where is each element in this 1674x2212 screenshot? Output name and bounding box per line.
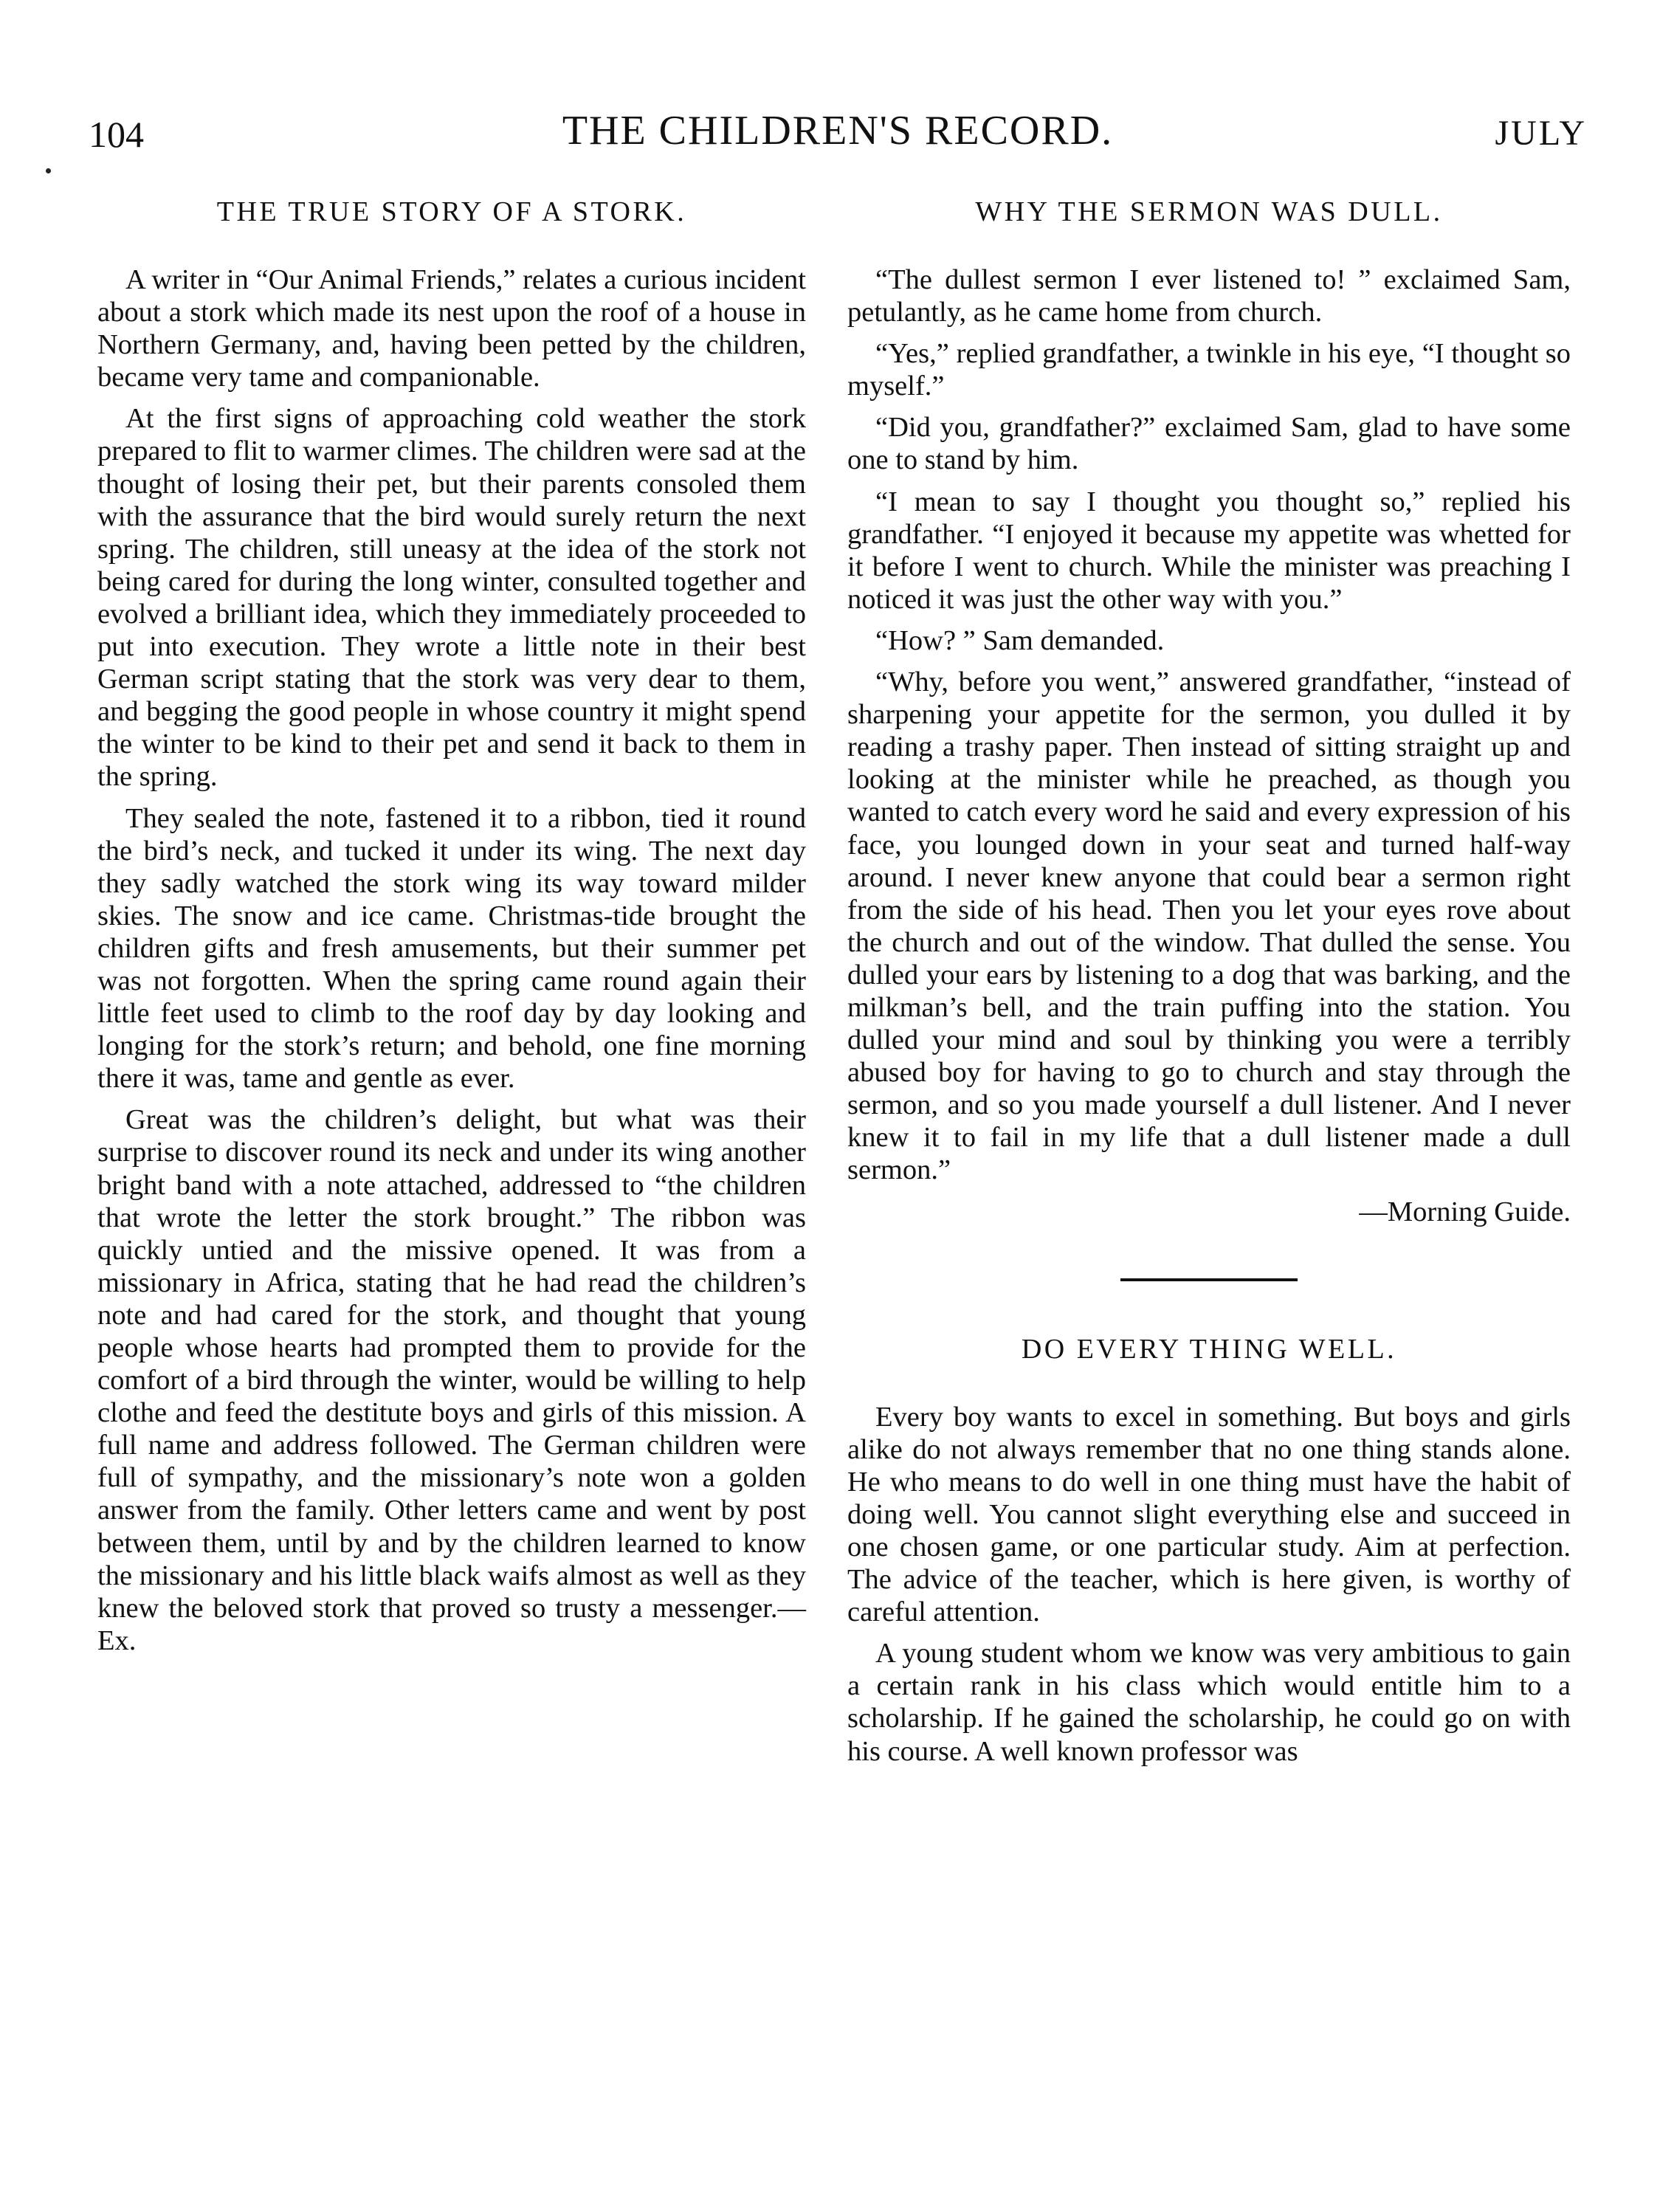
right-column <box>847 196 1571 1777</box>
stork-paragraph: Great was the children’s delight, but what was their surprise to discover round its neck and under its wing another bright band with a note attached, addressed to “the children that wrote the letter the stork brought.” The ribbon was quickly untied and the missive opened. It was from a missionary in Africa, stating that he had read the children’s note and had cared for the stork, and thought that young people whose hearts had prompted them to provide for the comfort of a bird through the winter, would be willing to help clothe and feed the destitute boys and girls of this mission. A full name and address followed. The German children were full of sympathy, and the missionary’s note won a golden answer from the family. Other letters came and went by post between them, until by and by the children learned to know the missionary and his little black waifs almost as well as they knew the beloved stork that proved so trusty a messenger.—Ex. <box>97 1104 806 1656</box>
well-paragraph: Every boy wants to excel in something. But boys and girls alike do not always remember that no one thing stands alone. He who means to do well in one thing must have the habit of doing well. You cannot slight everything else and succeed in one chosen game, or one particular study. Aim at perfection. The advice of the teacher, which is here given, is worthy of careful attention. <box>847 1401 1571 1628</box>
well-paragraph: A young student whom we know was very ambitious to gain a certain rank in his class which would entitle him to a scholarship. If he gained the scholarship, he could go on with his course. A well known professor was <box>847 1638 1571 1767</box>
stork-paragraph: At the first signs of approaching cold weather the stork prepared to flit to warmer climes. The children were sad at the thought of losing their pet, but their parents consoled them with the assurance that the bird would surely return the next spring. The children, still uneasy at the idea of the stork not being cared for during the long winter, consulted together and evolved a brilliant idea, which they immediately proceeded to put into execution. They wrote a little note in their best German script stating that the stork was very dear to them, and begging the good people in whose country it might spend the winter to be kind to their pet and send it back to them in the spring. <box>97 403 806 793</box>
stork-paragraph: A writer in “Our Animal Friends,” relates a curious incident about a stork which made its nest upon the roof of a house in Northern Germany, and, having been petted by the children, became very tame and companionable. <box>97 264 806 393</box>
sermon-paragraph: “Yes,” replied grandfather, a twinkle in his eye, “I thought so myself.” <box>847 338 1571 402</box>
article-title-stork: THE TRUE STORY OF A STORK. <box>216 196 687 227</box>
sermon-paragraph: “Did you, grandfather?” exclaimed Sam, glad to have some one to stand by him. <box>847 412 1571 476</box>
article-title-well: DO EVERY THING WELL. <box>1021 1333 1397 1365</box>
left-column <box>97 196 806 1666</box>
publication-title: THE CHILDREN'S RECORD. <box>562 108 1114 154</box>
stork-paragraph: They sealed the note, fastened it to a ribbon, tied it round the bird’s neck, and tucked it under its wing. The next day they sadly watched the stork wing its way toward milder skies. The snow and ice came. Christmas-tide brought the children gifts and fresh amusements, but their summer pet was not forgotten. When the spring came round again their little feet used to climb to the roof day by day looking and longing for the stork’s return; and behold, one fine morning there it was, tame and gentle as ever. <box>97 802 806 1095</box>
issue-month: JULY <box>1495 114 1587 153</box>
section-divider <box>1120 1278 1298 1281</box>
print-speck <box>46 168 51 173</box>
sermon-paragraph: “How? ” Sam demanded. <box>875 624 1165 656</box>
sermon-credit: —Morning Guide. <box>1359 1196 1571 1227</box>
sermon-paragraph: “Why, before you went,” answered grandfather, “instead of sharpening your appetite for the sermon, you dulled it by reading a trashy paper. Then instead of sitting straight up and looking at the minister while he preached, as though you wanted to catch every word he said and every expression of his face, you lounged down in your seat and turned half-way around. I never knew anyone that could bear a sermon right from the side of his head. Then you let your eyes rove about the church and out of the window. That dulled the sense. You dulled your ears by listening to a dog that was barking, and the milkman’s bell, and the train puffing into the station. You dulled your mind and soul by thinking you were a terribly abused boy for having to go to church and stay through the sermon, and so you made yourself a dull listener. And I never knew it to fail in my life that a dull listener made a dull sermon.” <box>847 666 1571 1186</box>
sermon-paragraph: “The dullest sermon I ever listened to! ” exclaimed Sam, petulantly, as he came home from church. <box>847 264 1571 328</box>
page-number: 104 <box>89 114 144 155</box>
sermon-paragraph: “I mean to say I thought you thought so,” replied his grandfather. “I enjoyed it because my appetite was whetted for it before I went to church. While the minister was preaching I noticed it was just the other way with you.” <box>847 486 1571 615</box>
page-header <box>89 107 1587 166</box>
article-title-sermon: WHY THE SERMON WAS DULL. <box>975 196 1443 227</box>
